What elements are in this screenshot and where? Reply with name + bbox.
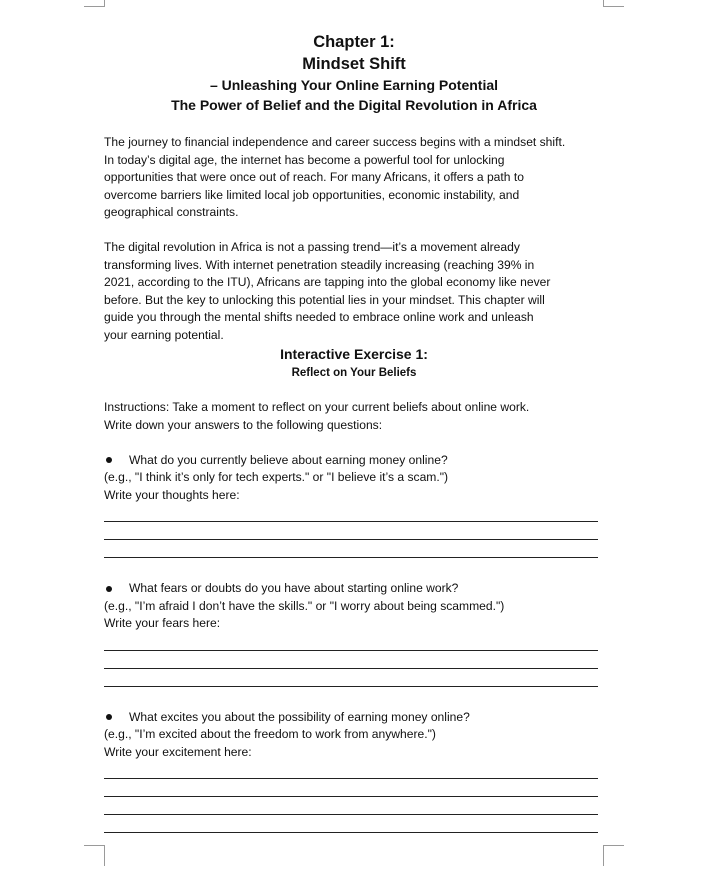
answer-line[interactable] xyxy=(104,669,598,687)
exercise-question-3 xyxy=(104,709,604,834)
instructions-line: Instructions: Take a moment to reflect on your current beliefs about online work. xyxy=(104,400,530,414)
question-text: What fears or doubts do you have about starting online work? xyxy=(129,581,459,595)
paragraph-line: 2021, according to the ITU), Africans are tapping into the global economy like never xyxy=(104,275,551,289)
paragraph-line: geographical constraints. xyxy=(104,205,239,219)
exercise-question-2 xyxy=(104,580,604,687)
exercise-instructions xyxy=(104,399,604,434)
exercise-question-1 xyxy=(104,452,604,559)
question-prompt: Write your excitement here: xyxy=(104,744,252,759)
question-example: (e.g., "I’m afraid I don’t have the skills." or "I worry about being scammed.") xyxy=(104,598,505,613)
page-corner-mark-bottom-left xyxy=(84,845,105,866)
paragraph-line: transforming lives. With internet penetration steadily increasing (reaching 39% in xyxy=(104,257,535,272)
question-example: (e.g., "I think it’s only for tech experts." or "I believe it’s a scam.") xyxy=(104,470,449,484)
question-line xyxy=(104,709,604,727)
page-corner-mark-bottom-right xyxy=(603,845,624,866)
answer-line[interactable] xyxy=(104,797,598,815)
exercise-title: Interactive Exercise 1: xyxy=(280,346,428,362)
instructions-line: Write down your answers to the following questions: xyxy=(104,417,383,432)
question-prompt: Write your fears here: xyxy=(104,616,221,630)
paragraph-line: overcome barriers like limited local job opportunities, economic instability, and xyxy=(104,187,520,202)
paragraph-line: The journey to financial independence and career success begins with a mindset shift. xyxy=(104,135,566,149)
exercise-subtitle: Reflect on Your Beliefs xyxy=(291,367,417,379)
question-example: (e.g., "I’m excited about the freedom to work from anywhere.") xyxy=(104,727,436,741)
question-text: What excites you about the possibility of earning money online? xyxy=(129,709,470,724)
paragraph-line: your earning potential. xyxy=(104,327,224,342)
answer-line[interactable] xyxy=(104,504,598,522)
answer-line[interactable] xyxy=(104,779,598,797)
answer-line[interactable] xyxy=(104,522,598,540)
answer-line[interactable] xyxy=(104,633,598,651)
question-prompt: Write your thoughts here: xyxy=(104,487,240,502)
bullet-icon xyxy=(106,714,112,720)
answer-line[interactable] xyxy=(104,815,598,833)
answer-line[interactable] xyxy=(104,761,598,779)
page-corner-mark-top-right xyxy=(603,0,624,7)
intro-paragraph-1 xyxy=(104,134,604,222)
paragraph-line: opportunities that were once out of reach. For many Africans, it offers a path to xyxy=(104,170,524,184)
bullet-icon xyxy=(106,457,112,463)
question-line xyxy=(104,580,604,598)
chapter-label: Chapter 1: xyxy=(313,33,395,51)
paragraph-line: The digital revolution in Africa is not a passing trend—it’s a movement already xyxy=(104,240,520,254)
section-title: The Power of Belief and the Digital Revolution in Africa xyxy=(171,97,537,113)
intro-paragraph-2 xyxy=(104,239,604,344)
page-corner-mark-top-left xyxy=(84,0,105,7)
document-page xyxy=(104,31,604,833)
chapter-title: Mindset Shift xyxy=(302,55,406,73)
question-text: What do you currently believe about earning money online? xyxy=(129,452,448,467)
paragraph-line: In today’s digital age, the internet has become a powerful tool for unlocking xyxy=(104,152,505,167)
question-line xyxy=(104,452,604,470)
paragraph-line: guide you through the mental shifts needed to embrace online work and unleash xyxy=(104,310,534,324)
answer-line[interactable] xyxy=(104,651,598,669)
bullet-icon xyxy=(106,586,112,592)
paragraph-line: before. But the key to unlocking this potential lies in your mindset. This chapter will xyxy=(104,292,545,307)
chapter-subtitle: – Unleashing Your Online Earning Potential xyxy=(209,77,499,93)
answer-line[interactable] xyxy=(104,540,598,558)
